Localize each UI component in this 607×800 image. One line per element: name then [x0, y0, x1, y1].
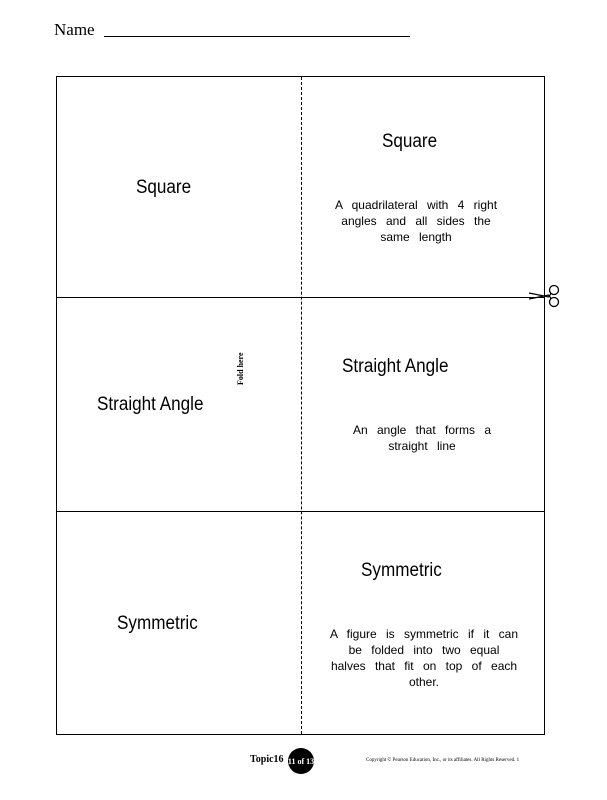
- name-label: Name: [54, 20, 95, 39]
- card-definition-title: Square: [382, 131, 438, 152]
- card-definition-text: An angle that forms a straight line: [352, 423, 492, 453]
- name-line: [104, 36, 410, 37]
- card-term: Straight Angle: [97, 394, 204, 415]
- card-definition-title: Symmetric: [361, 560, 442, 581]
- scissors-icon: [527, 284, 561, 308]
- page-number-badge: 11 of 13: [288, 748, 314, 774]
- cut-line: [57, 297, 544, 298]
- topic-label: Topic16: [250, 754, 284, 765]
- cut-line: [57, 511, 544, 512]
- card-definition-text: A figure is symmetric if it can be folded into two equal halves that fit on top of each other.: [329, 627, 519, 689]
- card-term: Square: [136, 177, 192, 198]
- card-definition-text: A quadrilateral with 4 right angles and all sides the same length: [334, 198, 498, 244]
- card-definition-title: Straight Angle: [342, 356, 449, 377]
- vocabulary-card-sheet: [56, 76, 545, 735]
- fold-here-label: Fold here: [236, 352, 245, 385]
- copyright-notice: Copyright © Pearson Education, Inc., or its affiliates. All Rights Reserved. 1: [366, 758, 520, 763]
- fold-line: [301, 77, 302, 734]
- card-term: Symmetric: [117, 613, 198, 634]
- name-field: [54, 20, 95, 40]
